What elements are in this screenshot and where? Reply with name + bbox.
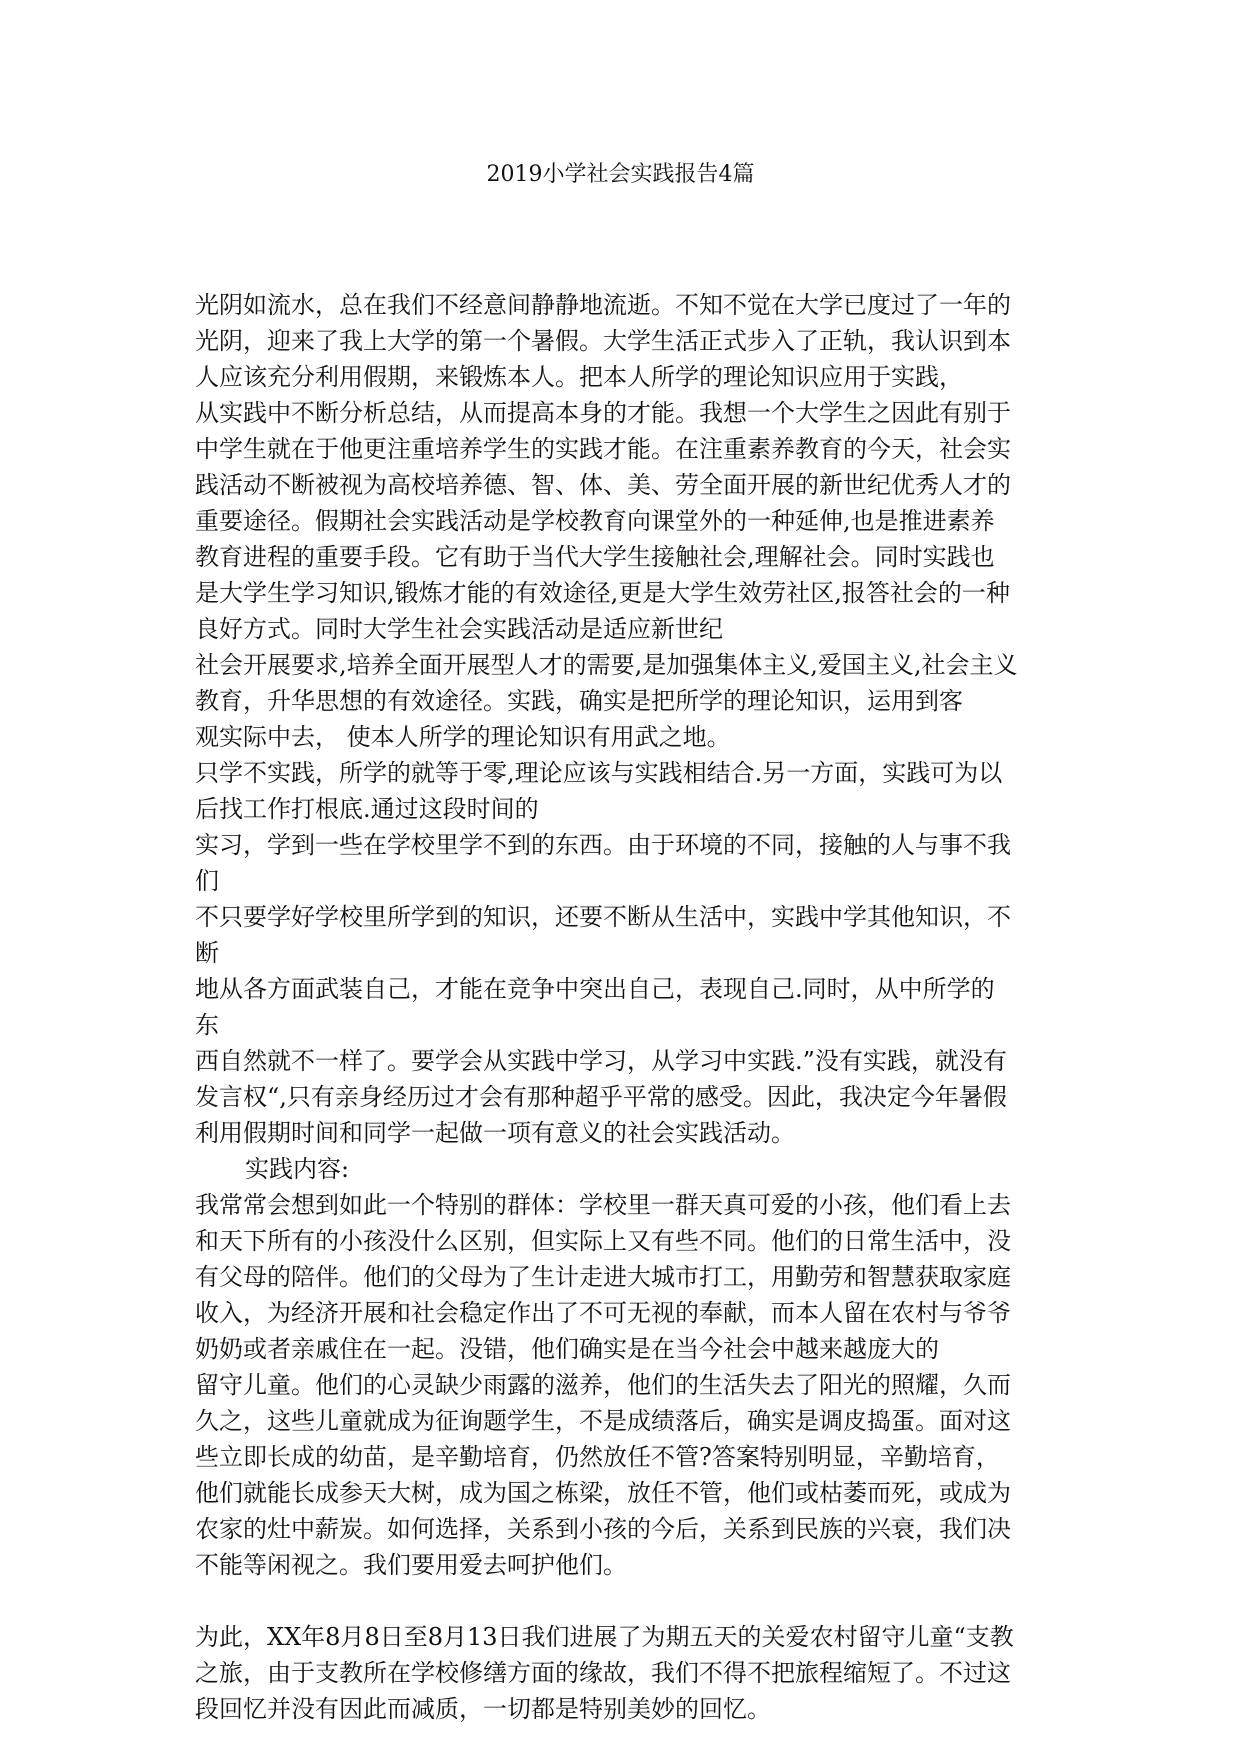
section-heading: 实践内容: [245,1155,350,1183]
text-line: 中学生就在于他更注重培养学生的实践才能。在注重素养教育的今天，社会实 [195,435,1011,463]
text-line: 不能等闲视之。我们要用爱去呵护他们。 [195,1551,627,1579]
text-line: 我常常会想到如此一个特别的群体：学校里一群天真可爱的小孩，他们看上去 [195,1191,1011,1219]
text-line: 教育，升华思想的有效途径。实践，确实是把所学的理论知识，运用到客 [195,687,963,715]
text-line: 有父母的陪伴。他们的父母为了生计走进大城市打工，用勤劳和智慧获取家庭 [195,1263,1011,1291]
text-line: 从实践中不断分析总结，从而提高本身的才能。我想一个大学生之因此有别于 [195,399,1011,427]
text-line: 践活动不断被视为高校培养德、智、体、美、劳全面开展的新世纪优秀人才的 [195,471,1011,499]
text-line: 发言权“,只有亲身经历过才会有那种超乎平常的感受。因此，我决定今年暑假 [195,1083,1007,1111]
text-line: 东 [195,1011,219,1039]
text-line: 是大学生学习知识,锻炼才能的有效途径,更是大学生效劳社区,报答社会的一种 [195,579,1010,607]
text-line: 和天下所有的小孩没什么区别，但实际上又有些不同。他们的日常生活中，没 [195,1227,1011,1255]
text-line: 实习，学到一些在学校里学不到的东西。由于环境的不同，接触的人与事不我 [195,831,1011,859]
text-line: 观实际中去， 使本人所学的理论知识有用武之地。 [195,723,731,751]
text-line: 农家的灶中薪炭。如何选择，关系到小孩的今后，关系到民族的兴衰，我们决 [195,1515,1011,1543]
text-line: 良好方式。同时大学生社会实践活动是适应新世纪 [195,615,723,643]
text-line: 利用假期时间和同学一起做一项有意义的社会实践活动。 [195,1119,795,1147]
text-line: 久之，这些儿童就成为征询题学生，不是成绩落后，确实是调皮捣蛋。面对这 [195,1407,1011,1435]
text-line: 重要途径。假期社会实践活动是学校教育向课堂外的一种延伸,也是推进素养 [195,507,995,535]
text-line: 后找工作打根底.通过这段时间的 [195,795,539,823]
text-line: 之旅，由于支教所在学校修缮方面的缘故，我们不得不把旅程缩短了。不过这 [195,1659,1011,1687]
text-line: 光阴，迎来了我上大学的第一个暑假。大学生活正式步入了正轨，我认识到本 [195,327,1011,355]
text-line: 社会开展要求,培养全面开展型人才的需要,是加强集体主义,爱国主义,社会主义 [195,651,1018,679]
text-line: 只学不实践，所学的就等于零,理论应该与实践相结合.另一方面，实践可为以 [195,759,1003,787]
text-line: 们 [195,867,219,895]
text-line: 不只要学好学校里所学到的知识，还要不断从生活中，实践中学其他知识，不 [195,903,1011,931]
text-line: 人应该充分利用假期，来锻炼本人。把本人所学的理论知识应用于实践， [195,363,963,391]
text-line: 些立即长成的幼苗，是辛勤培育，仍然放任不管?答案特别明显，辛勤培育， [195,1443,1000,1471]
text-line: 教育进程的重要手段。它有助于当代大学生接触社会,理解社会。同时实践也 [195,543,995,571]
text-line: 地从各方面武装自己，才能在竞争中突出自己，表现自己.同时，从中所学的 [195,975,995,1003]
text-line: 为此，XX年8月8日至8月13日我们进展了为期五天的关爱农村留守儿童“支教 [195,1623,1014,1651]
text-line: 留守儿童。他们的心灵缺少雨露的滋养，他们的生活失去了阳光的照耀，久而 [195,1371,1011,1399]
text-line: 他们就能长成参天大树，成为国之栋梁，放任不管，他们或枯萎而死，或成为 [195,1479,1011,1507]
text-line: 光阴如流水，总在我们不经意间静静地流逝。不知不觉在大学已度过了一年的 [195,291,1011,319]
text-line: 奶奶或者亲戚住在一起。没错，他们确实是在当今社会中越来越庞大的 [195,1335,939,1363]
text-line: 收入，为经济开展和社会稳定作出了不可无视的奉献，而本人留在农村与爷爷 [195,1299,1011,1327]
text-line: 断 [195,939,219,967]
document-body [195,287,1075,1727]
document-title: 2019小学社会实践报告4篇 [486,162,755,187]
paragraph-gap [195,1583,1075,1619]
text-line: 西自然就不一样了。要学会从实践中学习，从学习中实践.”没有实践，就没有 [195,1047,1007,1075]
text-line: 段回忆并没有因此而减质，一切都是特别美妙的回忆。 [195,1695,771,1723]
